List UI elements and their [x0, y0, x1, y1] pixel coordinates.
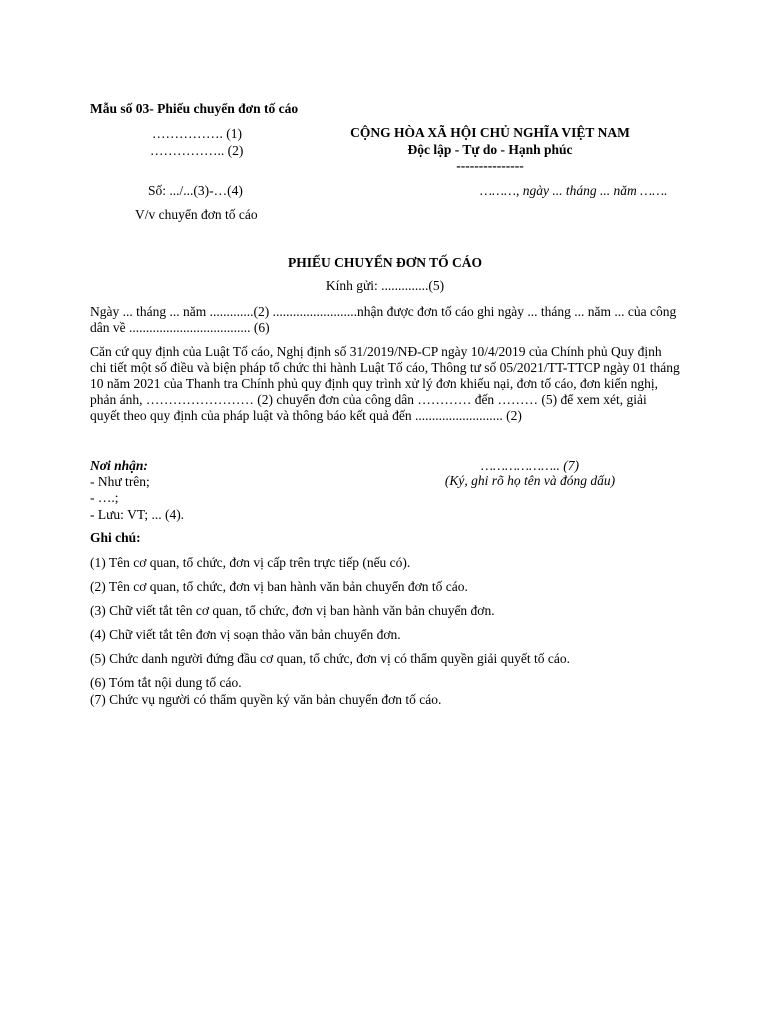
paragraph-basis: Căn cứ quy định của Luật Tố cáo, Nghị định số 31/2019/NĐ-CP ngày 10/4/2019 của Chính phủ Quy định chi tiết một số điều và biện pháp tổ chức thi hành Luật Tố cáo, Thông tư số 05/2021/TT-TTCP ngày 01 tháng 10 năm 2021 của Thanh tra Chính phủ quy định quy trình xử lý đơn khiếu nại, đơn tố cáo, đơn kiến nghị, phản ánh, …………………… (2) chuyển đơn của công dân ………… đến ……… (5) để xem xét, giải quyết theo quy định của pháp luật và thông báo kết quả đến .......................... (2)	[90, 344, 680, 423]
national-motto: Độc lập - Tự do - Hạnh phúc	[407, 142, 573, 157]
signature-instruction: (Ký, ghi rõ họ tên và đóng dấu)	[444, 473, 616, 488]
form-title: Mẫu số 03- Phiếu chuyển đơn tố cáo	[90, 101, 299, 116]
document-title: PHIẾU CHUYỂN ĐƠN TỐ CÁO	[287, 255, 483, 270]
recipient-item: - Lưu: VT; ... (4).	[90, 507, 185, 522]
note-item: (6) Tóm tắt nội dung tố cáo.	[90, 675, 242, 690]
document-subject: V/v chuyển đơn tố cáo	[135, 207, 258, 222]
motto-divider: ---------------	[456, 158, 524, 173]
issuer-line: …………….. (2)	[150, 143, 244, 158]
paragraph-received: Ngày ... tháng ... năm .............(2) .........................nhận được đơn tố cáo ghi ngày ... tháng ... năm ... của công dân về .................................... (6)	[90, 304, 677, 335]
national-title: CỘNG HÒA XÃ HỘI CHỦ NGHĨA VIỆT NAM	[350, 125, 630, 140]
note-item: (3) Chữ viết tắt tên cơ quan, tổ chức, đơn vị ban hành văn bản chuyển đơn.	[90, 603, 495, 618]
note-item: (1) Tên cơ quan, tổ chức, đơn vị cấp trên trực tiếp (nếu có).	[90, 555, 411, 570]
note-item: (5) Chức danh người đứng đầu cơ quan, tổ chức, đơn vị có thẩm quyền giải quyết tố cáo.	[90, 651, 570, 666]
recipient-item: - Như trên;	[90, 474, 150, 489]
note-item: (7) Chức vụ người có thẩm quyền ký văn bản chuyển đơn tố cáo.	[90, 692, 442, 707]
note-item: (2) Tên cơ quan, tổ chức, đơn vị ban hành văn bản chuyển đơn tố cáo.	[90, 579, 468, 594]
addressee: Kính gửi: ..............(5)	[325, 278, 445, 293]
recipients-title: Nơi nhận:	[90, 458, 148, 473]
document-number: Số: .../...(3)-…(4)	[148, 183, 243, 198]
note-item: (4) Chữ viết tắt tên đơn vị soạn thảo văn bản chuyển đơn.	[90, 627, 401, 642]
issuer-parent-line: ……………. (1)	[152, 126, 242, 141]
notes-title: Ghi chú:	[90, 530, 141, 545]
recipient-item: - ….;	[90, 490, 119, 505]
signer-title: ……………….. (7)	[481, 458, 579, 473]
document-date: ………, ngày ... tháng ... năm …….	[480, 183, 668, 198]
